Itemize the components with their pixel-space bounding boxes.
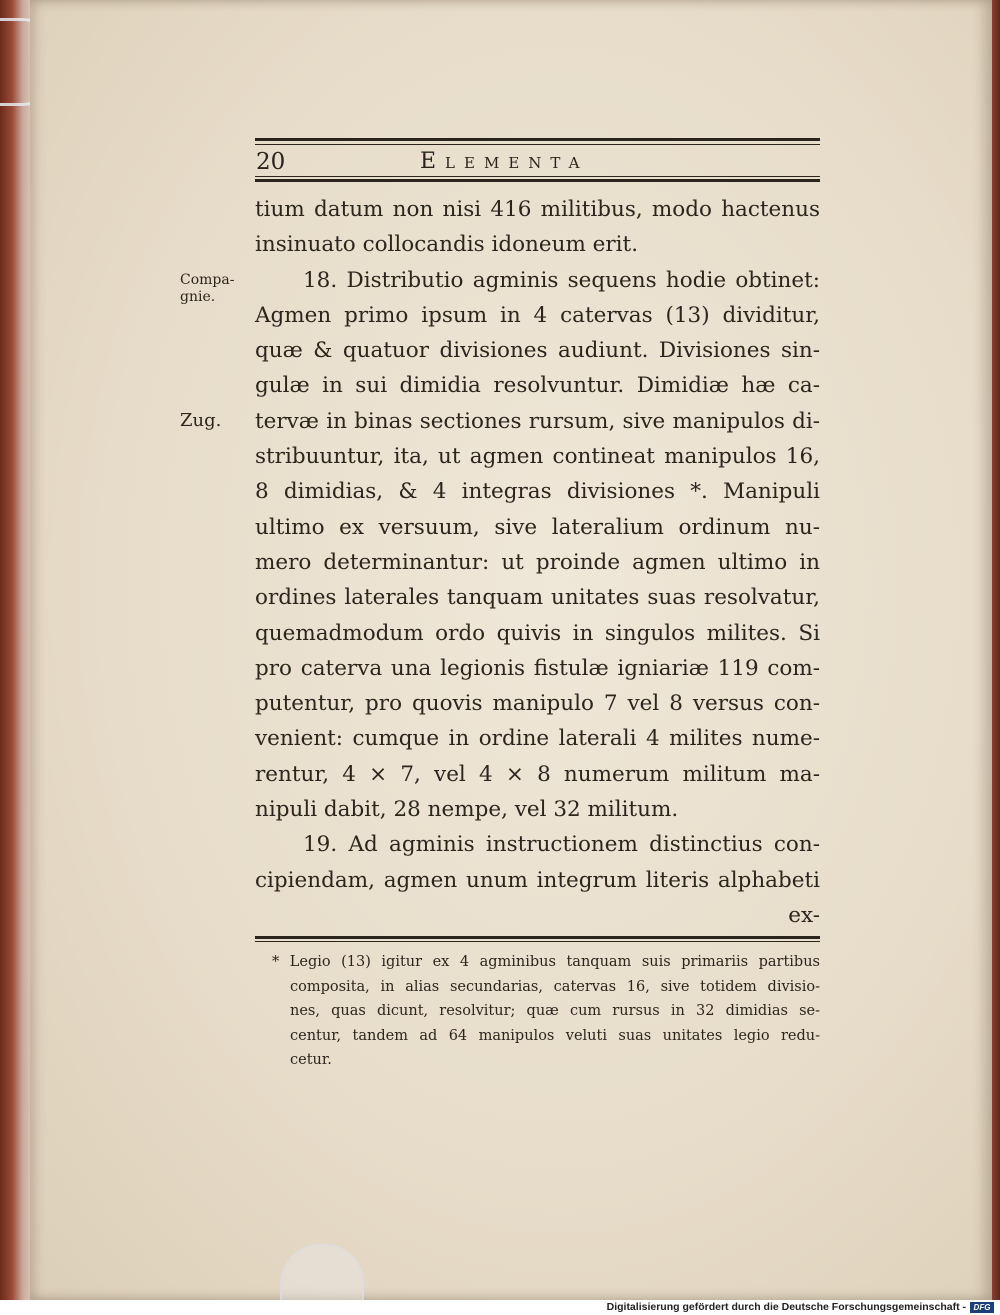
body-line: pro caterva una legionis fistulæ igniariæ 119 com- (255, 655, 820, 681)
body-line: gulæ in sui dimidia resolvuntur. Dimidiæ hæ ca- (255, 373, 820, 399)
body-line: 8 dimidias, & 4 integras divisiones *. Manipuli (255, 479, 820, 505)
header-rule-top (255, 138, 820, 141)
catchword: ex- (788, 902, 820, 928)
body-line: quæ & quatuor divisiones audiunt. Divisiones sin- (255, 338, 820, 364)
body-line: 19. Ad agminis instructionem distinctius con- (303, 832, 820, 858)
body-line: tervæ in binas sectiones rursum, sive manipulos di- (255, 408, 820, 434)
footnote-line: composita, in alias secundarias, catervas 16, sive totidem divisio- (290, 978, 820, 995)
body-line: ordines laterales tanquam unitates suas resolvatur, (255, 585, 820, 611)
footnote-line: centur, tandem ad 64 manipulos veluti suas unitates legio redu- (290, 1027, 820, 1044)
body-line: putentur, pro quovis manipulo 7 vel 8 versus con- (255, 691, 820, 717)
body-line: rentur, 4 × 7, vel 4 × 8 numerum militum ma- (255, 761, 820, 787)
margin-note-zug: Zug. (180, 410, 222, 431)
footnote-line: * Legio (13) igitur ex 4 agminibus tanquam suis primariis partibus (272, 954, 820, 970)
body-line: Agmen primo ipsum in 4 catervas (13) dividitur, (255, 302, 820, 328)
body-line: tium datum non nisi 416 militibus, modo hactenus (255, 197, 820, 222)
body-line: 18. Distributio agminis sequens hodie obtinet: (303, 267, 820, 293)
margin-note-compagnie (180, 272, 234, 306)
footnote (272, 950, 820, 1073)
body-line: venient: cumque in ordine laterali 4 milites nume- (255, 726, 820, 752)
body-line: quemadmodum ordo quivis in singulos milites. Si (255, 620, 820, 646)
body-line: stribuuntur, ita, ut agmen contineat manipulos 16, (255, 444, 820, 470)
book-spine (0, 0, 30, 1315)
footnote-line: cetur. (290, 1052, 332, 1068)
body-line: insinuato collocandis idoneum erit. (255, 232, 639, 258)
body-line: mero determinantur: ut proinde agmen ultimo in (255, 549, 820, 575)
footnote-rule-thin (255, 941, 820, 942)
header-rule-bottom-thin (255, 176, 820, 177)
margin-note-line: gnie. (180, 289, 216, 305)
header-rule-top-thin (255, 144, 820, 145)
body-line: ultimo ex versuum, sive lateralium ordinum nu- (255, 514, 820, 540)
footnote-rule (255, 936, 820, 939)
body-line: nipuli dabit, 28 nempe, vel 32 militum. (255, 797, 679, 823)
running-head: Elementa (420, 149, 589, 174)
book-edge (992, 0, 1000, 1315)
body-text (255, 192, 820, 933)
page-number: 20 (256, 149, 286, 175)
margin-note-line: Compa- (180, 272, 235, 288)
footnote-line: nes, quas dicunt, resolvitur; quæ cum rursus in 32 dimidias se- (290, 1003, 820, 1019)
header-rule-bottom (255, 179, 820, 182)
body-line: cipiendam, agmen unum integrum literis alphabeti (255, 867, 820, 893)
dfg-logo-icon: DFG (970, 1302, 994, 1313)
footer-credit: Digitalisierung gefördert durch die Deutsche Forschungsgemeinschaft - (606, 1301, 966, 1313)
